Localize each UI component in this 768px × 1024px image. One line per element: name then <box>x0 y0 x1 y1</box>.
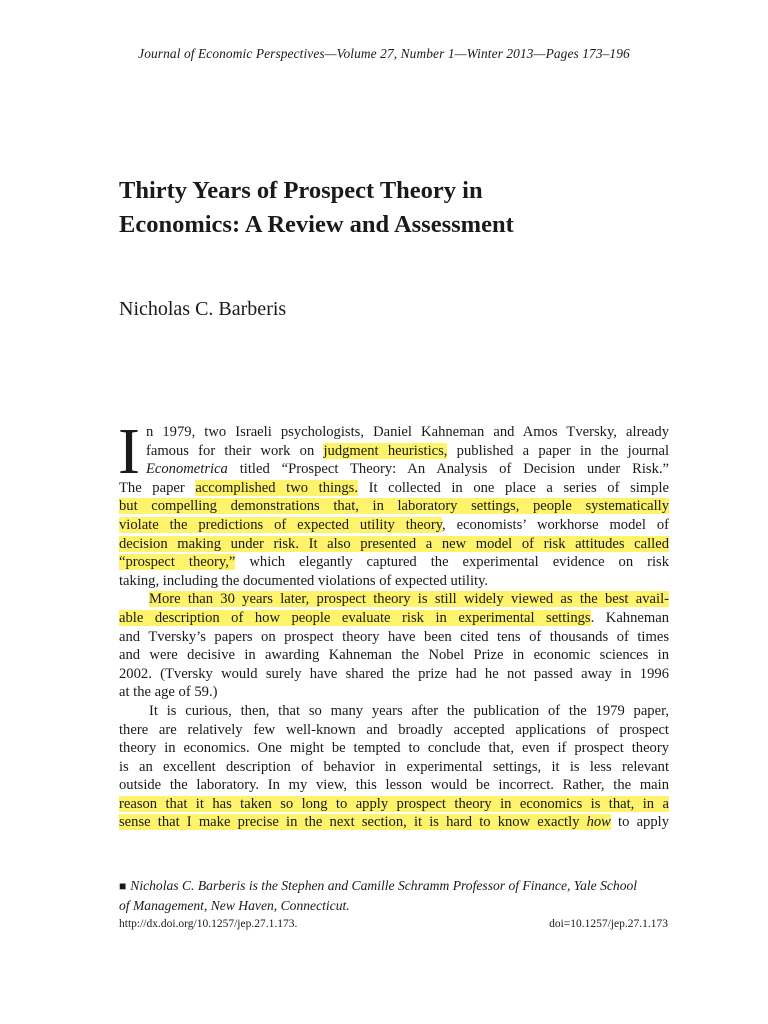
paragraph-3 <box>119 702 669 832</box>
text-line: famous for their work on judgment heuristics, published a paper in the journal <box>145 442 670 459</box>
text-line: theory in economics. One might be tempted to conclude that, even if prospect theory <box>119 740 669 757</box>
highlight: able description of how people evaluate risk in experimental settings <box>119 609 591 626</box>
title-line-1: Thirty Years of Prospect Theory in <box>119 177 483 204</box>
running-head: Journal of Economic Perspectives—Volume 27, Number 1—Winter 2013—Pages 173–196 <box>138 46 630 61</box>
footnote-line-2: of Management, New Haven, Connecticut. <box>119 898 350 913</box>
footnote-line-1: Nicholas C. Barberis is the Stephen and Camille Schramm Professor of Finance, Yale School <box>130 878 638 893</box>
text-line: able description of how people evaluate risk in experimental settings. Kahneman <box>119 609 669 626</box>
text-line: sense that I make precise in the next section, it is hard to know exactly how to apply <box>119 814 669 831</box>
text-line: is an excellent description of behavior in experimental settings, it is less relevant <box>119 758 669 775</box>
highlight: sense that I make precise in the next section, it is hard to know exactly <box>119 814 587 831</box>
text-line: at the age of 59.) <box>119 684 218 701</box>
doi-identifier: doi=10.1257/jep.27.1.173 <box>549 918 668 930</box>
text-line: 2002. (Tversky would surely have shared the prize had he not passed away in 1996 <box>119 665 669 682</box>
author-name: Nicholas C. Barberis <box>119 298 287 320</box>
paper-title <box>119 174 679 242</box>
title-line-2: Economics: A Review and Assessment <box>119 211 514 238</box>
text-line <box>119 795 669 814</box>
highlight: but compelling demonstrations that, in laboratory settings, people systematically <box>119 498 669 515</box>
drop-cap: I <box>118 415 140 488</box>
highlight: judgment heuristics, <box>323 442 448 459</box>
text-line: It is curious, then, that so many years after the publication of the 1979 paper, <box>149 702 669 719</box>
highlight: More than 30 years later, prospect theory is still widely viewed as the best avail- <box>149 591 669 608</box>
footnote-square-icon: ■ <box>119 879 127 893</box>
text-line: violate the predictions of expected utility theory, economists’ workhorse model of <box>119 516 669 533</box>
text-line: taking, including the documented violations of expected utility. <box>119 572 489 589</box>
paragraph-2 <box>119 590 669 702</box>
paragraph-1 <box>118 415 670 590</box>
text-line <box>119 497 669 516</box>
doi-link[interactable]: http://dx.doi.org/10.1257/jep.27.1.173. <box>119 918 298 930</box>
highlight: decision making under risk. It also presented a new model of risk attitudes called <box>119 535 669 552</box>
body-text <box>118 415 670 832</box>
text-line: “prospect theory,” which elegantly captured the experimental evidence on risk <box>119 554 670 571</box>
journal-name: Econometrica <box>145 461 228 478</box>
highlight-emphasis: how <box>586 814 611 831</box>
highlight: violate the predictions of expected utility theory <box>119 516 443 533</box>
text-line: The paper accomplished two things. It collected in one place a series of simple <box>119 479 669 496</box>
text-line: Econometrica titled “Prospect Theory: An Analysis of Decision under Risk.” <box>145 461 669 478</box>
highlight: “prospect theory,” <box>119 554 236 571</box>
text-line: there are relatively few well-known and broadly accepted applications of prospect <box>119 721 669 738</box>
text-line <box>119 535 669 554</box>
highlight: reason that it has taken so long to apply prospect theory in economics is that, in a <box>119 795 669 812</box>
highlight: accomplished two things. <box>195 479 358 496</box>
text-line <box>119 590 669 609</box>
text-line: n 1979, two Israeli psychologists, Daniel Kahneman and Amos Tversky, already <box>145 424 669 440</box>
author-footnote <box>119 876 669 915</box>
text-line: and Tversky’s papers on prospect theory have been cited tens of thousands of times <box>119 628 669 645</box>
text-line: outside the laboratory. In my view, this lesson would be incorrect. Rather, the main <box>119 777 669 794</box>
text-line: and were decisive in awarding Kahneman the Nobel Prize in economic sciences in <box>119 647 669 664</box>
